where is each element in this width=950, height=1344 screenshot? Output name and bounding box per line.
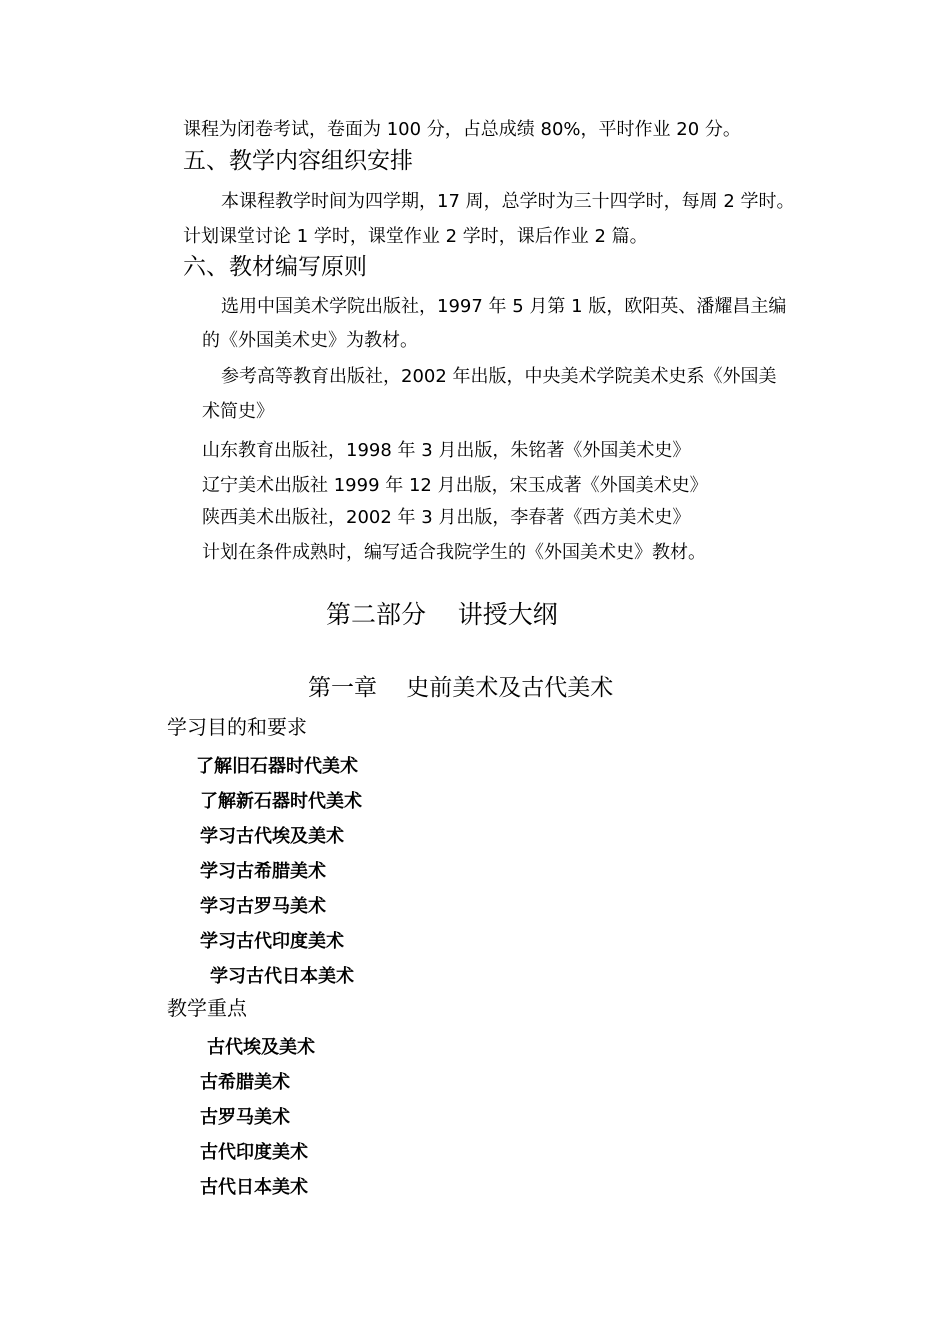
teaching-plan-text: 计划课堂讨论 1 学时，课堂作业 2 学时，课后作业 2 篇。 [183, 226, 648, 247]
chapter-title: 第一章 史前美术及古代美术 [308, 675, 614, 701]
objective-item: 了解新石器时代美术 [200, 791, 362, 812]
textbook-plan-text: 计划在条件成熟时，编写适合我院学生的《外国美术史》教材。 [202, 542, 706, 563]
objectives-heading: 学习目的和要求 [167, 715, 307, 739]
focus-item: 古罗马美术 [200, 1107, 290, 1128]
reference-text-line2: 术简史》 [202, 401, 274, 422]
objective-item: 学习古代印度美术 [200, 931, 344, 952]
focus-heading: 教学重点 [167, 996, 247, 1020]
focus-item: 古代日本美术 [200, 1177, 308, 1198]
focus-item: 古代印度美术 [200, 1142, 308, 1163]
reference-item: 辽宁美术出版社 1999 年 12 月出版，宋玉成著《外国美术史》 [202, 475, 708, 496]
objective-item: 学习古罗马美术 [200, 896, 326, 917]
teaching-time-text: 本课程教学时间为四学期，17 周，总学时为三十四学时，每周 2 学时。 [221, 191, 795, 212]
exam-info-text: 课程为闭卷考试，卷面为 100 分，占总成绩 80%，平时作业 20 分。 [183, 119, 741, 140]
reference-item: 陕西美术出版社，2002 年 3 月出版，李春著《西方美术史》 [202, 507, 691, 528]
focus-item: 古希腊美术 [200, 1072, 290, 1093]
reference-text-line1: 参考高等教育出版社，2002 年出版，中央美术学院美术史系《外国美 [221, 366, 777, 387]
reference-item: 山东教育出版社，1998 年 3 月出版，朱铭著《外国美术史》 [202, 440, 691, 461]
textbook-text-line1: 选用中国美术学院出版社，1997 年 5 月第 1 版，欧阳英、潘耀昌主编 [221, 296, 787, 317]
section-heading-textbook-principles: 六、教材编写原则 [183, 254, 367, 280]
section-heading-teaching-arrangement: 五、教学内容组织安排 [183, 148, 413, 174]
part-title: 第二部分 讲授大纲 [326, 600, 558, 629]
objective-item: 了解旧石器时代美术 [196, 756, 358, 777]
focus-item: 古代埃及美术 [207, 1037, 315, 1058]
objective-item: 学习古代日本美术 [210, 966, 354, 987]
objective-item: 学习古代埃及美术 [200, 826, 344, 847]
objective-item: 学习古希腊美术 [200, 861, 326, 882]
textbook-text-line2: 的《外国美术史》为教材。 [202, 330, 418, 351]
